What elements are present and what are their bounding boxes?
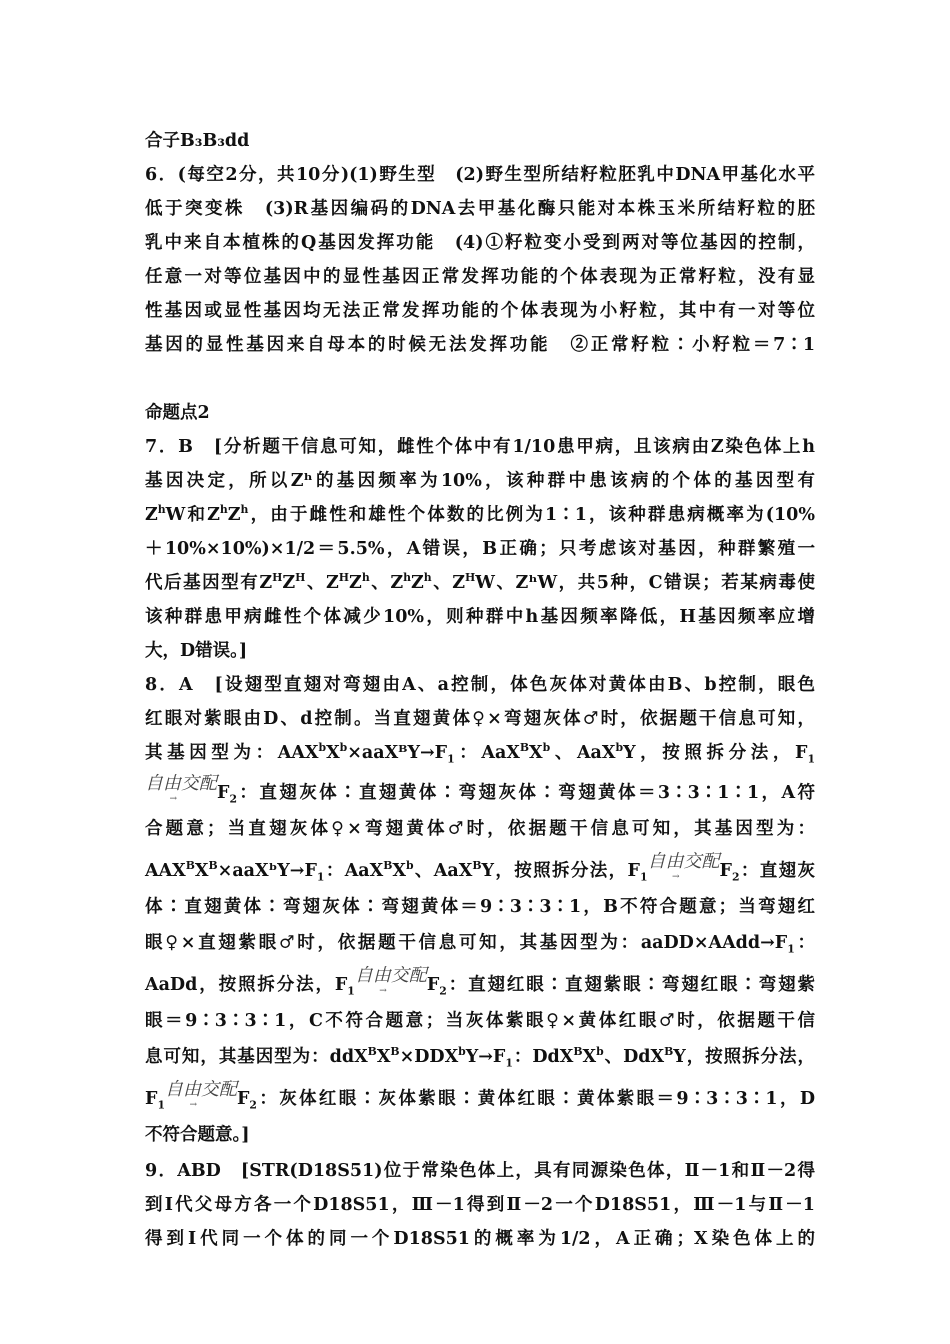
cross-arrow-label: 自由交配 → bbox=[145, 775, 217, 793]
text-line: AaDd，按照拆分法，$F_1$自由交配 $\to F_2$：直翅红眼∶直翅紫眼∶弯翅红眼∶弯翅紫 bbox=[145, 962, 815, 1004]
cross-arrow-label: 自由交配 → bbox=[355, 967, 427, 985]
text-line: 该种群患甲病雌性个体减少10%，则种群中h基因频率降低，H基因频率应增 bbox=[145, 607, 815, 627]
answer-content bbox=[145, 124, 815, 1256]
text-line: 体∶直翅黄体∶弯翅灰体∶弯翅黄体＝9∶3∶3∶1，B不符合题意；当弯翅红 bbox=[145, 897, 815, 917]
text-line: 到Ⅰ代父母方各一个D18S51，Ⅲ－1得到Ⅱ－2一个D18S51，Ⅲ－1与Ⅱ－1 bbox=[145, 1195, 815, 1215]
text-line: 性基因或显性基因均无法正常发挥功能的个体表现为小籽粒，其中有一对等位 bbox=[145, 301, 815, 321]
text-line: 不符合题意。] bbox=[145, 1125, 250, 1145]
text-line: 其基因型为：$AAX^bX^b\times aaXᴮY\to F_1$：$AaX^BX^b$、AaX$^b$Y，按照拆分法，$F_1$ bbox=[145, 741, 816, 766]
cross-arrow-label: 自由交配 → bbox=[648, 853, 720, 871]
text-line: 7．B [分析题干信息可知，雌性个体中有1/10患甲病，且该病由Z染色体上h bbox=[145, 437, 815, 457]
text-line: 自由交配 $\to F_2$：直翅灰体∶直翅黄体∶弯翅灰体∶弯翅黄体＝3∶3∶1∶1，A符 bbox=[145, 770, 815, 812]
text-line: 乳中来自本植株的Q基因发挥功能 (4)①籽粒变小受到两对等位基因的控制， bbox=[145, 233, 815, 253]
text-line: 任意一对等位基因中的显性基因正常发挥功能的个体表现为正常籽粒，没有显 bbox=[145, 267, 815, 287]
text-line: 红眼对紫眼由D、d控制。当直翅黄体♀×弯翅灰体♂时，依据题干信息可知， bbox=[145, 709, 815, 729]
cross-arrow-label: 自由交配 → bbox=[165, 1081, 237, 1099]
text-line: 基因决定，所以Zʰ的基因频率为10%，该种群中患该病的个体的基因型有 bbox=[145, 471, 815, 491]
text-line: 基因的显性基因来自母本的时候无法发挥功能 ②正常籽粒∶小籽粒＝7∶1 bbox=[145, 335, 815, 355]
text-line: $F_1$自由交配 $\to F_2$：灰体红眼∶灰体紫眼∶黄体红眼∶黄体紫眼＝9∶3∶3∶1，D bbox=[145, 1076, 815, 1118]
text-line: 合子B₃B₃dd bbox=[145, 131, 250, 151]
text-line: ＋10%×10%)×1/2＝5.5%，A错误，B正确；只考虑该对基因，种群繁殖一 bbox=[145, 539, 815, 559]
text-line: 眼♀×直翅紫眼♂时，依据题干信息可知，其基因型为：$aaDD\times AAdd\to F_1$： bbox=[145, 933, 815, 956]
text-line: 合题意；当直翅灰体♀×弯翅黄体♂时，依据题干信息可知，其基因型为： bbox=[145, 819, 815, 839]
text-line: 代后基因型有$Z^HZ^H$、$Z^HZ^h$、$Z^hZ^h$、$Z^HW$、ZʰW，共5种，C错误；若某病毒使 bbox=[145, 571, 815, 593]
text-line: $Z^hW$和$Z^hZ^h$，由于雌性和雄性个体数的比例为1∶1，该种群患病概率为(10% bbox=[145, 503, 815, 525]
text-line: 大，D错误。] bbox=[145, 641, 248, 661]
text-line: 6．(每空2分，共10分)(1)野生型 (2)野生型所结籽粒胚乳中DNA甲基化水平 bbox=[145, 165, 815, 185]
text-line: 低于突变株 (3)R基因编码的DNA去甲基化酶只能对本株玉米所结籽粒的胚 bbox=[145, 199, 815, 219]
text-line: $AAX^BX^B\times aaXᵇY\to F_1$：$AaX^BX^b$、AaX$^B$Y，按照拆分法，$F_1$自由交配 $\to F_2$：直翅灰 bbox=[145, 848, 815, 890]
text-line: 息可知，其基因型为：$ddX^BX^B\times DDX^bY\to F_1$：$DdX^BX^b$、DdX$^B$Y，按照拆分法， bbox=[145, 1045, 815, 1070]
text-line: 眼＝9∶3∶3∶1，C不符合题意；当灰体紫眼♀×黄体红眼♂时，依据题干信 bbox=[145, 1011, 815, 1031]
text-line: 8．A [设翅型直翅对弯翅由A、a控制，体色灰体对黄体由B、b控制，眼色 bbox=[145, 675, 815, 695]
text-line: 9．ABD [STR(D18S51)位于常染色体上，具有同源染色体，Ⅱ－1和Ⅱ－2得 bbox=[145, 1161, 815, 1181]
text-line: 得到Ⅰ代同一个体的同一个D18S51的概率为1/2，A正确；X染色体上的 bbox=[145, 1229, 815, 1249]
section-heading: 命题点2 bbox=[145, 403, 210, 423]
text-line bbox=[145, 362, 815, 396]
